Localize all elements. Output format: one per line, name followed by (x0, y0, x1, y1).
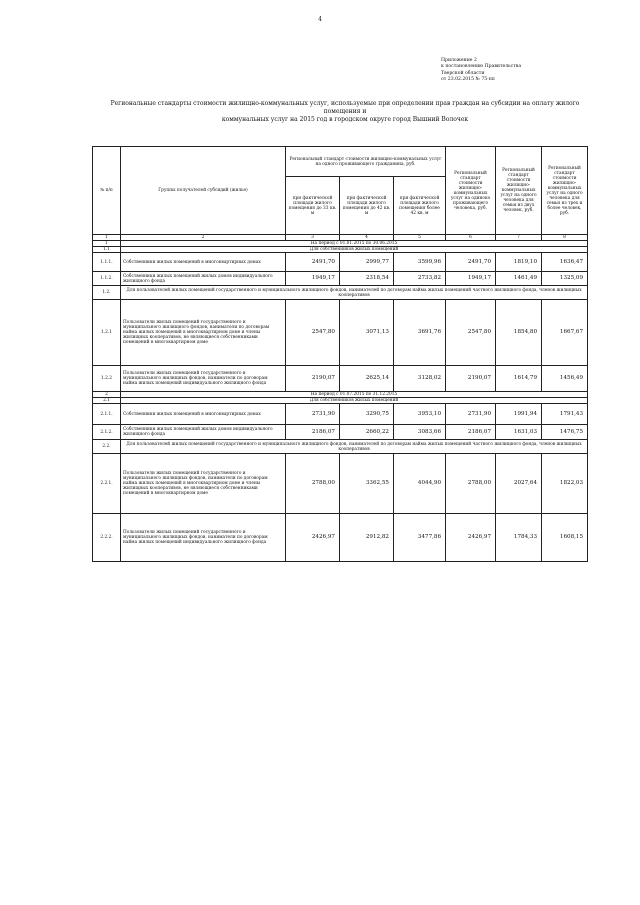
row-num: 2.2.2. (93, 514, 121, 562)
title-line: Региональные стандарты стоимости жилищно-коммунальных услуг, используемые при определении прав граждан на субсидии на оплату жилого помещения и (110, 100, 580, 115)
row-name: Собственники жилых помещений жилых домов индивидуального жилищного фонда (121, 425, 286, 440)
value-cell: 2491,70 (446, 253, 496, 272)
value-cell: 3477,86 (394, 514, 446, 562)
value-cell: 2788,00 (286, 454, 340, 514)
value-cell: 1476,75 (542, 425, 588, 440)
value-cell: 3083,66 (394, 425, 446, 440)
value-cell: 2186,07 (286, 425, 340, 440)
value-cell: 2186,07 (446, 425, 496, 440)
header-group: Группы получателей субсидий (жилье) (121, 147, 286, 235)
row-name: Собственники жилых помещений в многоквартирных домах (121, 404, 286, 425)
index-cell: 5 (394, 235, 446, 241)
value-cell: 1819,10 (496, 253, 542, 272)
standards-table (92, 146, 588, 562)
value-cell: 1325,09 (542, 272, 588, 286)
value-cell: 1461,49 (496, 272, 542, 286)
value-cell: 2912,82 (340, 514, 394, 562)
appendix-line: Приложение 2 (441, 58, 477, 63)
period-num: 2 (93, 392, 121, 398)
row-name: Собственники жилых помещений жилых домов индивидуального жилищного фонда (121, 272, 286, 286)
row-num: 2.1.2. (93, 425, 121, 440)
row-num: 1.2.2 (93, 366, 121, 392)
value-cell: 1614,79 (496, 366, 542, 392)
value-cell: 3290,75 (340, 404, 394, 425)
value-cell: 2731,90 (286, 404, 340, 425)
header-area-33: при фактической площади жилого помещения до 33 кв. м (286, 177, 340, 235)
value-cell: 3691,76 (394, 300, 446, 366)
section-num: 1.2. (93, 286, 121, 300)
header-three: Региональный стандарт стоимости жилищно-коммунальных услуг на одного человека для семьи из трех и более человек, руб. (542, 147, 588, 235)
section-num: 2.2. (93, 440, 121, 454)
section-label: Для собственников жилых помещений (121, 247, 588, 253)
index-cell: 7 (496, 235, 542, 241)
value-cell: 1854,80 (496, 300, 542, 366)
index-cell: 8 (542, 235, 588, 241)
header-num: № п/п (93, 147, 121, 235)
header-group-standard: Региональный стандарт стоимости жилищно-коммунальных услуг на одного проживающего гражданина, руб. (286, 147, 446, 177)
index-cell: 6 (446, 235, 496, 241)
row-num: 2.2.1. (93, 454, 121, 514)
row-name: Собственники жилых помещений в многоквартирных домах (121, 253, 286, 272)
value-cell: 2491,70 (286, 253, 340, 272)
header-two: Региональный стандарт стоимости жилищно-коммунальных услуг на одного человека для семьи из двух человек, руб. (496, 147, 542, 235)
period-label: На период с 01.07.2015 по 31.12.2015 (121, 392, 588, 398)
value-cell: 2547,80 (286, 300, 340, 366)
row-name: Пользователи жилых помещений государственного и муниципального жилищных фондов, наниматели по договорам найма жилых помещений в многоквартирном доме и члены жилищных кооперативов, не являющиеся собственниками помещений в многоквартирном доме (121, 454, 286, 514)
appendix-block (441, 58, 521, 83)
appendix-line: Тверской области (441, 70, 485, 76)
page-number: 4 (318, 16, 322, 23)
row-name: Пользователи жилых помещений государственного и муниципального жилищных фондов, наниматели по договорам найма жилых помещений индивидуального жилищного фонда (121, 514, 286, 562)
index-cell: 2 (121, 235, 286, 241)
value-cell: 1636,47 (542, 253, 588, 272)
value-cell: 4044,90 (394, 454, 446, 514)
row-name: Пользователи жилых помещений государственного и муниципального жилищного фондов, наниматели по договорам найма жилых помещений в многоквартирном доме и члены жилищных кооперативов, не являющиеся собственниками помещений в многоквартирном доме (121, 300, 286, 366)
value-cell: 3071,13 (340, 300, 394, 366)
value-cell: 2788,00 (446, 454, 496, 514)
value-cell: 3599,96 (394, 253, 446, 272)
row-num: 1.2.1 (93, 300, 121, 366)
index-cell: 3 (286, 235, 340, 241)
row-num: 1.1.2. (93, 272, 121, 286)
row-num: 2.1.1. (93, 404, 121, 425)
header-area-42plus: при фактической площади жилого помещения более 42 кв. м (394, 177, 446, 235)
document-title (110, 100, 580, 124)
section-label: Для пользователей жилых помещений государственного и муниципального жилищного фондов, нанимателей по договорам найма жилых помещений частного жилищного фонда, членов жилищных кооперативов (121, 286, 588, 300)
header-area-42: при фактической площади жилого помещения до 42 кв. м (340, 177, 394, 235)
value-cell: 2547,80 (446, 300, 496, 366)
value-cell: 2190,07 (286, 366, 340, 392)
value-cell: 2625,14 (340, 366, 394, 392)
section-num: 2.1 (93, 398, 121, 404)
value-cell: 2733,82 (394, 272, 446, 286)
section-num: 1.1 (93, 247, 121, 253)
value-cell: 3953,10 (394, 404, 446, 425)
period-label: На период с 01.01.2015 по 30.06.2015 (121, 241, 588, 247)
index-cell: 1 (93, 235, 121, 241)
value-cell: 2999,77 (340, 253, 394, 272)
value-cell: 1456,49 (542, 366, 588, 392)
value-cell: 1949,17 (446, 272, 496, 286)
row-num: 1.1.1. (93, 253, 121, 272)
value-cell: 2731,90 (446, 404, 496, 425)
value-cell: 2318,54 (340, 272, 394, 286)
index-cell: 4 (340, 235, 394, 241)
row-name: Пользователи жилых помещений государственного и муниципального жилищных фондов, наниматели по договорам найма жилых помещений индивидуального жилищного фонда (121, 366, 286, 392)
period-num: 1 (93, 241, 121, 247)
value-cell: 1631,03 (496, 425, 542, 440)
section-label: Для собственников жилых помещений (121, 398, 588, 404)
value-cell: 2190,07 (446, 366, 496, 392)
header-single: Региональный стандарт стоимости жилищно-коммунальных услуг на одиноко проживающего человека, руб. (446, 147, 496, 235)
value-cell: 2426,97 (286, 514, 340, 562)
value-cell: 1784,33 (496, 514, 542, 562)
value-cell: 2027,64 (496, 454, 542, 514)
value-cell: 1822,03 (542, 454, 588, 514)
value-cell: 3362,55 (340, 454, 394, 514)
value-cell: 1608,15 (542, 514, 588, 562)
appendix-line: к постановлению Правительства (441, 64, 522, 70)
title-line: коммунальных услуг на 2015 год в городском округе город Вышний Волочек (221, 116, 469, 123)
value-cell: 3128,02 (394, 366, 446, 392)
value-cell: 1667,67 (542, 300, 588, 366)
appendix-line: от 23.02.2015 № 75-пп (441, 76, 495, 82)
value-cell: 2426,97 (446, 514, 496, 562)
value-cell: 1949,17 (286, 272, 340, 286)
value-cell: 2660,22 (340, 425, 394, 440)
value-cell: 1991,94 (496, 404, 542, 425)
value-cell: 1791,43 (542, 404, 588, 425)
section-label: Для пользователей жилых помещений государственного и муниципального жилищного фондов, нанимателей по договорам найма жилых помещений частного жилищного фонда, членов жилищных кооперативов (121, 440, 588, 454)
